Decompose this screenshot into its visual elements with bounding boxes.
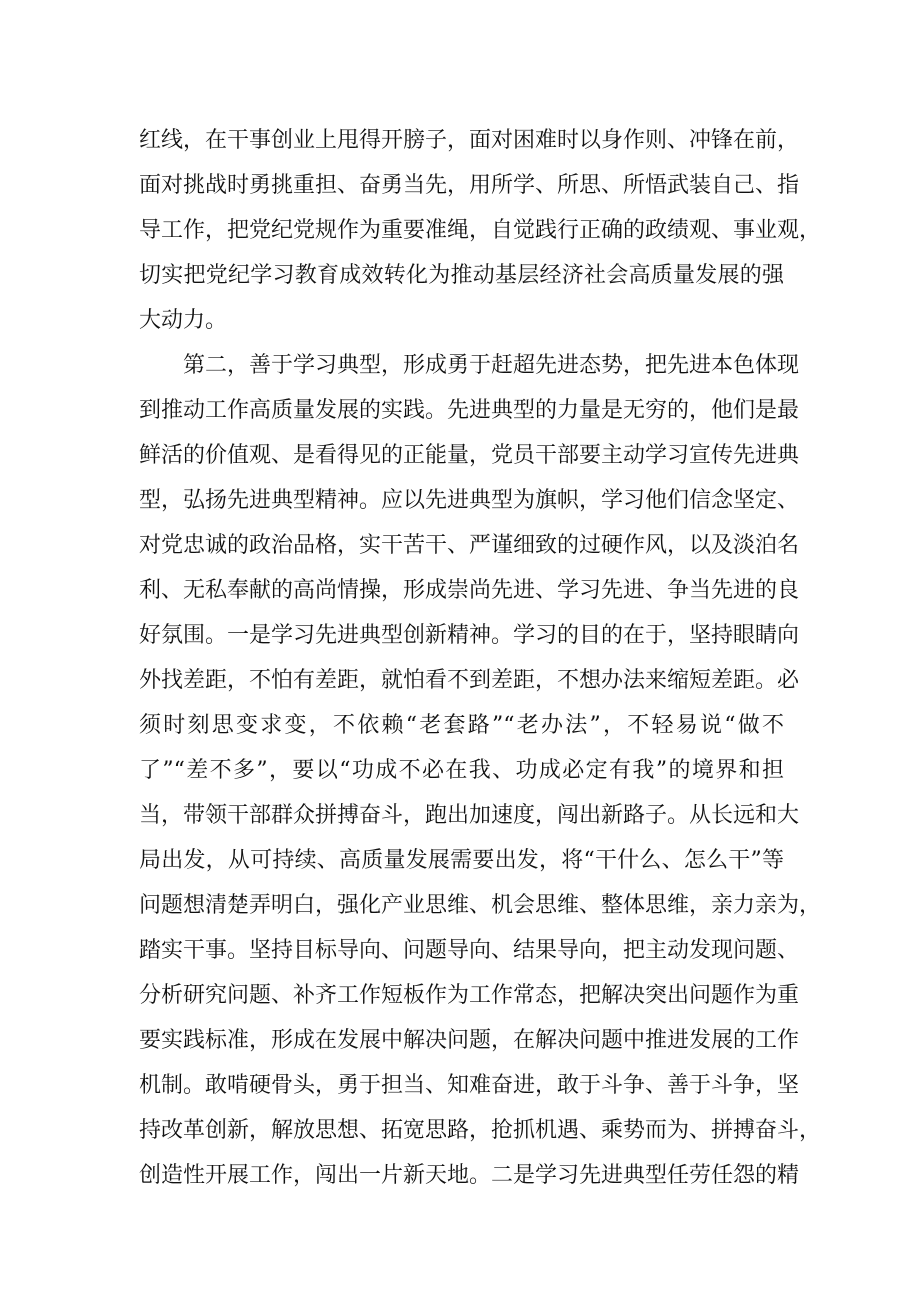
paragraph-first-line: 第二，善于学习典型，形成勇于赶超先进态势，把先进本色体现: [183, 353, 800, 378]
text-line: 利、无私奉献的高尚情操，形成崇尚先进、学习先进、争当先进的良: [139, 578, 800, 603]
text-line: 到推动工作高质量发展的实践。先进典型的力量是无穷的，他们是最: [139, 398, 800, 423]
text-line: 切实把党纪学习教育成效转化为推动基层经济社会高质量发展的强: [139, 263, 784, 288]
text-line: 分析研究问题、补齐工作短板作为工作常态，把解决突出问题作为重: [139, 983, 800, 1008]
text-line: 了”“差不多”，要以“功成不必在我、功成必定有我”的境界和担: [139, 758, 784, 783]
text-line: 型，弘扬先进典型精神。应以先进典型为旗帜，学习他们信念坚定、: [139, 488, 800, 513]
text-line: 问题想清楚弄明白，强化产业思维、机会思维、整体思维，亲力亲为，: [139, 893, 822, 918]
text-line: 导工作，把党纪党规作为重要准绳，自觉践行正确的政绩观、事业观，: [139, 218, 822, 243]
text-line: 面对挑战时勇挑重担、奋勇当先，用所学、所思、所悟武装自己、指: [139, 173, 800, 198]
text-line: 要实践标准，形成在发展中解决问题，在解决问题中推进发展的工作: [139, 1028, 800, 1053]
text-line: 持改革创新，解放思想、拓宽思路，抢抓机遇、乘势而为、拼搏奋斗，: [139, 1118, 822, 1143]
text-line: 大动力。: [139, 308, 228, 333]
text-line: 红线，在干事创业上甩得开膀子，面对困难时以身作则、冲锋在前，: [139, 128, 800, 153]
text-line: 踏实干事。坚持目标导向、问题导向、结果导向，把主动发现问题、: [139, 938, 800, 963]
text-line: 对党忠诚的政治品格，实干苦干、严谨细致的过硬作风，以及淡泊名: [139, 533, 800, 558]
text-line: 机制。敢啃硬骨头，勇于担当、知难奋进，敢于斗争、善于斗争，坚: [139, 1073, 800, 1098]
text-line: 局出发，从可持续、高质量发展需要出发，将“干什么、怎么干”等: [139, 848, 784, 873]
text-line: 鲜活的价值观、是看得见的正能量，党员干部要主动学习宣传先进典: [139, 443, 800, 468]
text-line: 须时刻思变求变，不依赖“老套路”“老办法”，不轻易说“做不: [139, 713, 784, 738]
text-line: 当，带领干部群众拼搏奋斗，跑出加速度，闯出新路子。从长远和大: [139, 803, 800, 828]
text-line: 外找差距，不怕有差距，就怕看不到差距，不想办法来缩短差距。必: [139, 668, 800, 693]
text-line: 创造性开展工作，闯出一片新天地。二是学习先进典型任劳任怨的精: [139, 1163, 800, 1188]
text-line: 好氛围。一是学习先进典型创新精神。学习的目的在于，坚持眼睛向: [139, 623, 800, 648]
